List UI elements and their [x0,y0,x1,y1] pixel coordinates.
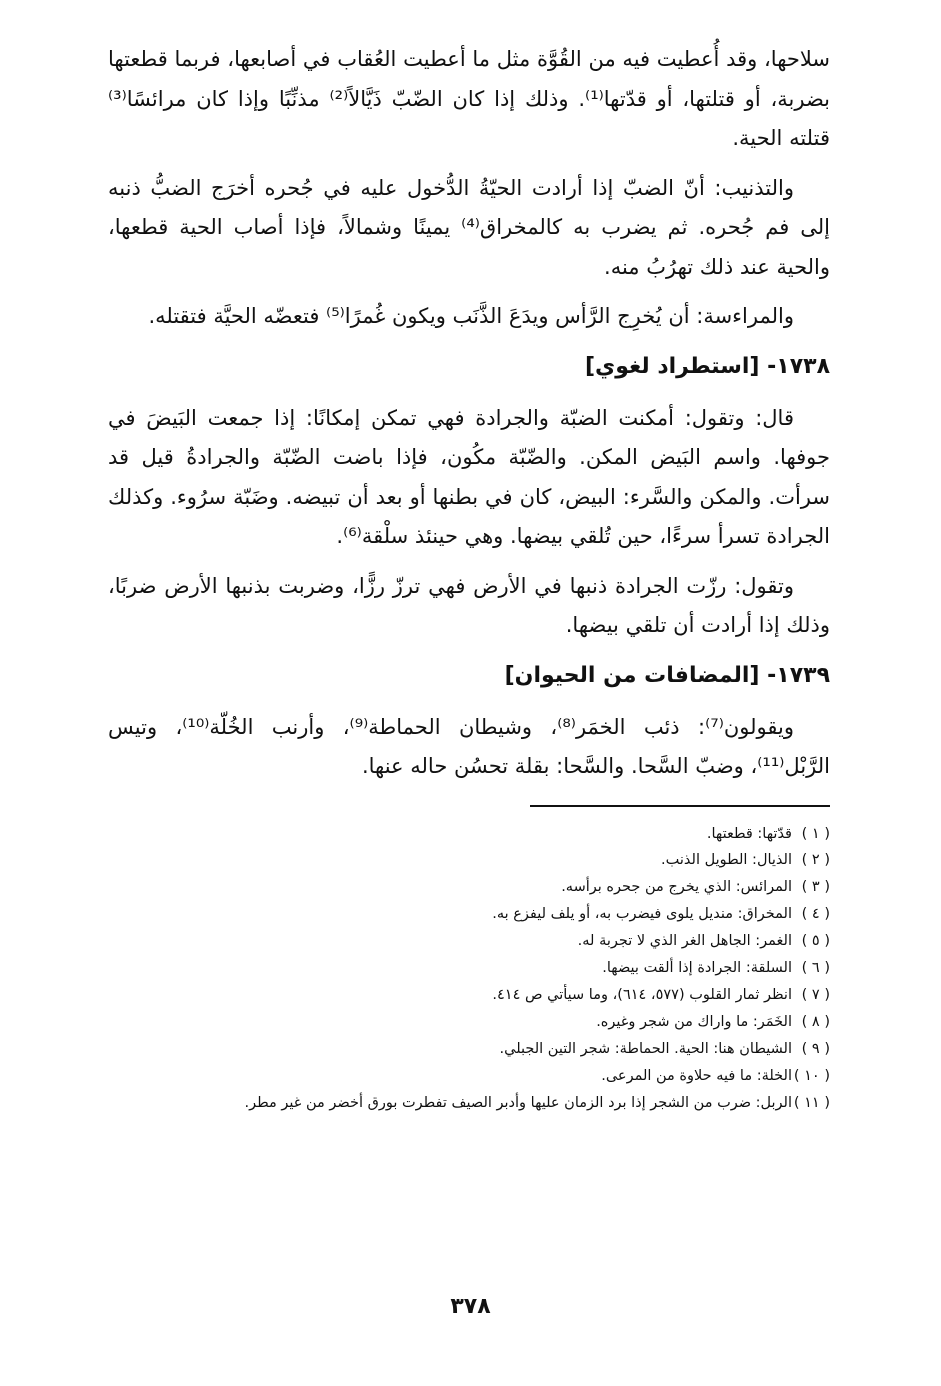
footnote [108,1090,830,1117]
page-number: ٣٧٨ [450,1294,491,1319]
page-body [108,40,830,1116]
body-paragraph: والمراءسة: أن يُخرِج الرَّأس ويدَعَ الذَّنَب ويكون غُمرًا⁽⁵⁾ فتعضّه الحيَّة فتقتله. [148,304,794,328]
body-paragraph: ويقولون⁽⁷⁾: ذئب الخمَر⁽⁸⁾، وشيطان الحماطة⁽⁹⁾، وأرنب الخُلّة⁽¹⁰⁾، وتيس الرَّبْل⁽¹¹⁾، وضبّ السَّحا. والسَّحا: بقلة تحسُن حاله عنها. [108,714,830,778]
body-paragraph: والتذنيب: أنّ الضبّ إذا أرادت الحيّةُ الدُّخول عليه في جُحره أخرَج الضبُّ ذنبه إلى فم جُحره. ثم يضرب به كالمخراق⁽⁴⁾ يمينًا وشمالاً، فإذا أصاب الحية قطعها، والحية عند ذلك تهرُبُ منه. [108,175,831,279]
footnote [108,1009,830,1036]
footnote [108,821,830,848]
footnote-text: الغمر: الجاهل الغر الذي لا تجربة له. [577,933,792,950]
footnote-number: ( ٣ ) [801,879,830,896]
footnote-number: ( ٥ ) [801,933,830,950]
footnote-text: قدّتها: قطعتها. [706,825,792,842]
footnote-number: ( ١١ ) [793,1094,830,1111]
footnote [108,847,830,874]
footnote-text: الذيال: الطويل الذنب. [661,852,792,869]
footnote-number: ( ٨ ) [801,1013,830,1030]
footnote-number: ( ٤ ) [801,906,830,923]
section-heading-1738: ١٧٣٨- [استطراد لغوي] [584,353,830,379]
footnote-number: ( ٩ ) [801,1040,830,1057]
footnote-number: ( ٧ ) [801,986,830,1003]
footnote-text: السلقة: الجرادة إذا ألقت بيضها. [602,960,792,977]
footnote [108,928,830,955]
footnote-number: ( ١٠ ) [793,1067,830,1084]
footnote-number: ( ٢ ) [801,852,830,869]
footnotes-list [108,821,830,1117]
footnote [108,901,830,928]
footnote-text: المخراق: منديل يلوى فيضرب به، أو يلف ليفزع به. [492,906,792,923]
section-heading-1739: ١٧٣٩- [المضافات من الحيوان] [504,662,830,688]
body-paragraph: وتقول: رزّت الجرادة ذنبها في الأرض فهي ترزّ رزًّا، وضربت بذنبها الأرض ضربًا، وذلك إذا أرادت أن تلقي بيضها. [108,573,830,637]
footnote-number: ( ٦ ) [801,960,830,977]
footnote-text: انظر ثمار القلوب (٥٧٧، ٦١٤)، وما سيأتي ص ٤١٤. [492,986,792,1003]
footnote-divider [530,805,830,807]
footnote-text: الربل: ضرب من الشجر إذا برد الزمان عليها وأدبر الصيف تفطرت بورق أخضر من غير مطر. [244,1094,792,1111]
footnote-text: الخلة: ما فيه حلاوة من المرعى. [601,1067,792,1084]
footnote-text: الخَمَر: ما واراك من شجر وغيره. [596,1013,792,1030]
body-paragraph: قال: وتقول: أمكنت الضبّة والجرادة فهي تمكن إمكانًا: إذا جمعت البَيضَ في جوفها. واسم البَيض المكن. والضّبّة مكُون، فإذا باضت الضّبّة والجرادةُ قيل قد سرأت. والمكن والسَّرء: البيض، كان في بطنها أو بعد أن تبيضه. وضَبّة سرُوء. وكذلك الجرادة تسرأ سرءًا، حين تُلقي بيضها. وهي حينئذ سلْقة⁽⁶⁾. [108,405,830,548]
footnote [108,1063,830,1090]
footnote-text: الشيطان هنا: الحية. الحماطة: شجر التين الجبلي. [499,1040,792,1057]
footnote [108,874,830,901]
footnote [108,1036,830,1063]
footnote-number: ( ١ ) [801,825,830,842]
footnote [108,955,830,982]
footnote-text: المرائس: الذي يخرج من جحره برأسه. [561,879,792,896]
footnote [108,982,830,1009]
body-paragraph: سلاحها، وقد أُعطيت فيه من القُوَّة مثل ما أعطيت العُقاب في أصابعها، فربما قطعتها بضربة، أو قتلتها، أو قدّتها⁽¹⁾. وذلك إذا كان الضّبّ ذَيَّالاً⁽²⁾ مذنِّبًا وإذا كان مرائسًا⁽³⁾ قتلته الحية. [108,47,830,150]
